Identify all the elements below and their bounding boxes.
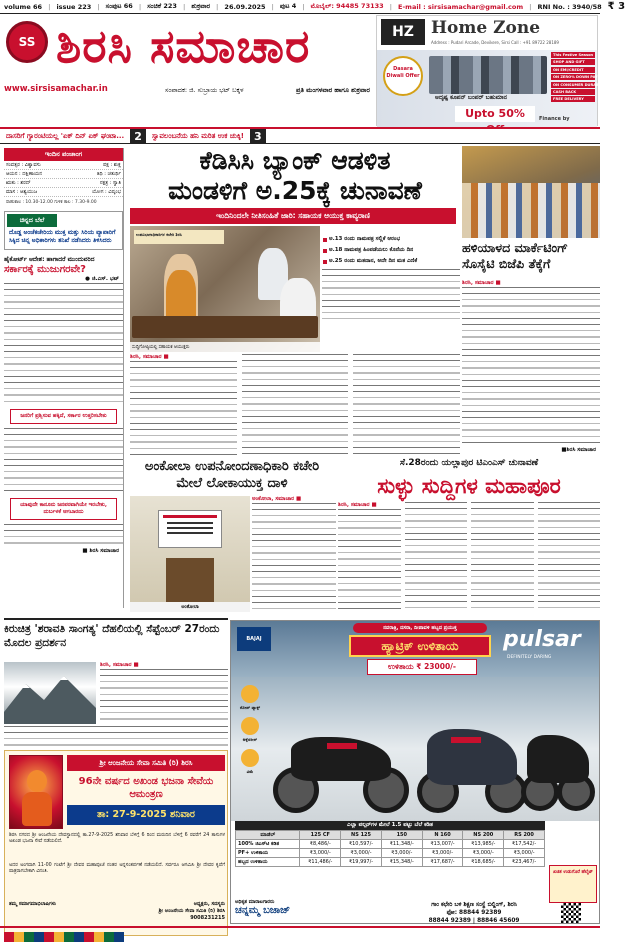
editorial-credit: ■ ಶಿರಸಿ ಸಮಾಚಾರ — [82, 548, 119, 554]
footer — [0, 926, 600, 946]
offer-tag: ON CONSUMER DURABLE — [553, 82, 604, 87]
invitation-text: ಶಿರಸಿ ನಗರದ ಶ್ರೀ ಆಂಜನೇಯ ದೇವಸ್ಥಾನದಲ್ಲಿ ತಾ.27-9-2025 ಶನಿವಾರ ಬೆಳಿಗ್ಗೆ 6 ರಿಂದ ಮರುದಿನ ಬೆಳಿಗ್ಗೆ 6 ರವರೆಗೆ 24 ತಾಸುಗಳ ಅಖಂಡ ಭಜನಾ ಸೇವೆ ನಡೆಯಲಿದೆ. — [9, 833, 225, 845]
email: E-mail : sirsisamachar@gmail.com — [398, 2, 524, 11]
short-film-body — [100, 662, 228, 724]
crowd — [462, 183, 600, 238]
editorial-author: ● ಜಿ.ಎಸ್. ಭಟ್ — [85, 276, 119, 282]
rahukala: ರಾಹುಕಾಲ : 10.30-12.00 ಗುಳಿಕ ಕಾಲ : 7.30-9.00 — [6, 200, 97, 205]
bhajan-date: ತಾ: 27-9-2025 ಶನಿವಾರ — [67, 805, 225, 825]
haliyal-byline: ಶಿರಸಿ, ಸಮಾಚಾರ ■ — [462, 280, 501, 286]
photo-caption: ಸುದ್ದಿಗೋಷ್ಠಿಯಲ್ಲಿ ಸಹಾಯಕ ಆಯುಕ್ತರು — [130, 342, 320, 352]
haliyal-story-headline[interactable]: ಹಳಿಯಾಳದ ಮಾರ್ಕೆಟಿಂಗ್ ಸೊಸೈಟಿ ಬಿಜೆಪಿ ತೆಕ್ಕೆಗೆ — [462, 240, 568, 271]
table-row: PF+ ಉಳಿತಾಯ ₹3,000/- ₹3,000/- ₹3,000/- ₹3,000/- ₹3,000/- ₹3,000/- — [236, 849, 545, 858]
samiti-title: ಶ್ರೀ ಆಂಜನೇಯ ಸೇವಾ ಸಮಿತಿ (ರಿ) ಶಿರಸಿ — [67, 755, 225, 771]
gold-text: ದೊಡ್ಡ ಅಂಚೆಕಚೇರಿಯ ಮುಕ್ತ ಮತ್ತು ಸಿರಿಯ ವ್ಯಾಪಾರಿಗೆ ಸಿಕ್ಕಿದ ಚಿನ್ನ ಅಧಿಕಾರಿಗಳು ತನಿಖೆ ನಡೆಸಿದರು ತಿಳಿಸಿದರು — [9, 229, 116, 244]
issue: issue 223 — [56, 2, 92, 11]
ad-header — [231, 621, 599, 677]
price-table — [235, 821, 545, 867]
table-row: ಹಬ್ಬದ ಉಳಿತಾಯ ₹11,486/- ₹19,997/- ₹15,348/- ₹17,687/- ₹18,685/- ₹23,467/- — [236, 858, 545, 867]
signboard — [158, 510, 222, 548]
logo-icon: SS — [6, 21, 48, 63]
offer-tag: FREE DELIVERY — [551, 96, 595, 102]
lead-body — [130, 354, 460, 456]
finance-label: Finance by — [539, 116, 570, 122]
dealer-name: ಚನ್ನಮ್ಮ ಬಜಾಜ್ — [235, 905, 291, 916]
panchanga-title: ಇಂದಿನ ಪಂಚಾಂಗ — [4, 148, 123, 161]
savings-amount: ಉಳಿತಾಯ ₹ 23000/- — [367, 659, 477, 675]
offer-tags — [551, 52, 610, 104]
motorbike-icon — [517, 713, 597, 817]
motorbike-icon — [271, 717, 411, 817]
panchanga-row: ಋತು : ಶರದ್ ನಕ್ಷತ್ರ : ಸ್ವಾತಿ — [6, 180, 121, 186]
motorbike-icon — [411, 707, 531, 817]
price: ₹ 3 — [607, 1, 625, 12]
lead-body-right — [322, 269, 460, 319]
homezone-logo: HZ — [381, 19, 425, 45]
dealer — [235, 899, 385, 921]
gold-box — [4, 211, 123, 250]
sampu: ಸಂಪುಟ 66 — [105, 2, 133, 10]
issue-date: 26.09.2025 — [224, 2, 266, 11]
pulsar-tagline: DEFINITELY DARING — [507, 655, 552, 660]
short-film-body-cont — [4, 726, 228, 748]
publication-days: ಪ್ರತಿ ಮಂಗಳವಾರ ಹಾಗೂ ಶುಕ್ರವಾರ — [296, 86, 370, 94]
fake-news-body — [338, 502, 600, 612]
bike-showcase — [231, 677, 599, 821]
fake-news-headline[interactable]: ಸುಳ್ಳು ಸುದ್ದಿಗಳ ಮಹಾಪೂರ — [377, 474, 561, 498]
ankola-story-headline[interactable]: ಅಂಕೋಲಾ ಉಪನೋಂದಣಾಧಿಕಾರಿ ಕಚೇರಿ ಮೇಲೆ ಲೋಕಾಯುಕ್ತ ದಾಳಿ — [144, 459, 320, 491]
page-count: ಪುಟ 4 — [279, 2, 297, 10]
panchanga-row: ಸಂವತ್ಸರ : ವಿಶ್ವಾವಸು ಪಕ್ಷ : ಶುಕ್ಲ — [6, 162, 121, 168]
offer-tag: ON ZERO% DOWN PAYMENT — [553, 75, 610, 80]
celebration-photo — [462, 146, 600, 238]
offer-tag: ON EMI/CREDIT — [551, 67, 595, 73]
bajaj-logo: BAJAJ — [237, 627, 271, 651]
table-header-row: ಮಾಡೆಲ್ 125 CF NS 125 150 N 160 NS 200 RS 200 — [236, 831, 545, 840]
lead-photo — [130, 226, 320, 352]
qr-code-icon[interactable] — [561, 903, 581, 923]
ticker-item[interactable]: ದಾಸರಿಗೆ ಗ್ಯಾರಂಟಿಯಲ್ಲ 'ಏಕ್ ದಿನ್ ಏಕ್ ಘಂಟಾ... — [6, 131, 125, 140]
bhajan-heading: 96ನೇ ವರ್ಷದ ಅಖಂಡ ಭಜನಾ ಸೇವೆಯ ಆಮಂತ್ರಣ — [78, 776, 214, 800]
haliyal-story-body — [462, 280, 600, 456]
volume: volume 66 — [4, 2, 43, 11]
film-still — [4, 662, 96, 724]
mobile: ಮೊಬೈಲ್: 94485 73133 — [310, 2, 384, 10]
ticker-page-number: 2 — [130, 129, 146, 144]
invitation-signature: ಅಧ್ಯಕ್ಷರು, ಸದಸ್ಯರು ಶ್ರೀ ಆಂಜನೇಯ ಸೇವಾ ಸಮಿತಿ (ರಿ) ಶಿರಸಿ 9008231215 — [158, 901, 225, 921]
tms-election-kicker: ಸೆ.28ರಂದು ಯಲ್ಲಾಪುರ ಟಿಎಂಎಸ್ ಚುನಾವಣೆ — [399, 458, 539, 468]
bullet-point: ಅ.25 ರಂದು ಮತದಾನ, ಅದೇ ದಿನ ಮತ ಎಣಿಕೆ — [322, 258, 460, 265]
discount-upto: Upto 50% — [455, 106, 535, 122]
masthead — [0, 15, 372, 83]
editorial-kicker: ಹೈಕೋರ್ಟ್ ಆದೇಶ: ಹಾಗಾದರೆ ಮುಂದುವರಿದ — [4, 256, 95, 263]
panchanga-row: ಆಯನ : ದಕ್ಷಿಣಾಯನ ತಿಥಿ : ಚತುರ್ಥಿ — [6, 171, 121, 177]
rni: RNI No. : 3940/58 — [537, 2, 602, 11]
ticker-item[interactable]: ಸ್ವಾವಲಂಬನೆಯ ಹನಿ ಮರಿತ ಉಕ ಚುಕ್ಕಿ! — [151, 131, 244, 140]
festival-banner: ನವರಾತ್ರಿ, ದಸರಾ, ದೀಪಾವಳಿ ಹಬ್ಬದ ಪ್ರಯುಕ್ತ — [353, 623, 487, 633]
accessories-badge: ಆಕ್ಸೆಸರೀಸ್ — [235, 717, 265, 742]
haliyal-credit: ■ಶಿರಸಿ ಸಮಾಚಾರ — [561, 447, 596, 453]
ticker-page-number: 3 — [250, 129, 266, 144]
editorial-callout: ಯಾವುದೇ ಕಾನೂನು ಜನಪರವಾಗಿಯೇ ಇರಬೇಕು, ದುರ್ಬಳಕೆ ಆಗಬಾರದು — [10, 498, 117, 520]
lead-headline-line2: ಮಂಡಳಿಗೆ ಅ.25ಕ್ಕೆ ಚುನಾವಣೆ — [168, 176, 422, 205]
homezone-address: Address : Pudari Arcade, Devikere, Sirsi Call : +91 89722 28189 — [431, 40, 559, 45]
mountain-icon — [4, 662, 96, 724]
website[interactable]: www.sirsisamachar.in — [4, 84, 108, 94]
bajaj-pulsar-ad[interactable] — [230, 620, 600, 924]
color-registration-strip — [4, 932, 124, 942]
pulsar-logo: pulsar — [503, 627, 581, 652]
gold-title: ಚಿನ್ನದ ಬೆಲೆ — [7, 214, 57, 227]
office-photo — [130, 496, 250, 612]
lead-bullets — [322, 236, 460, 326]
invitation-text: ಅದರ ಅಂಗವಾಗಿ 11-00 ಗಂಟೆಗೆ ಶ್ರೀ ದೇವರ ಮಹಾಪೂಜೆ ನಂತರ ಅನ್ನಸಂತರ್ಪಣೆ ನಡೆಯಲಿದೆ. ಸರ್ವರೂ ಆಗಮಿಸಿ ಶ್ರೀ ದೇವರ ಕೃಪೆಗೆ ಪಾತ್ರರಾಗಬೇಕಾಗಿ ವಿನಂತಿ. — [9, 863, 225, 875]
bhajan-invitation — [4, 750, 228, 936]
homezone-name: Home Zone — [431, 18, 541, 38]
issue-info-bar: volume 66 | issue 223 | ಸಂಪುಟ 66 | ಸಂಚಿಕೆ 223 | ಶುಕ್ರವಾರ | 26.09.2025 | ಪುಟ 4 | ಮೊಬೈಲ್: 94485 73133 | E-mail : sirsisamachar@gmail.com | RNI No. : 3940/58 ₹ 3 — [0, 0, 600, 14]
inside-pages-ticker — [0, 127, 600, 144]
lead-story-headline[interactable] — [130, 146, 460, 208]
editorial-body — [4, 283, 123, 405]
offer-tag: CASH BACK — [551, 89, 595, 95]
newspaper-title: ಶಿರಸಿ ಸಮಾಚಾರ — [56, 19, 311, 73]
short-film-byline: ಶಿರಸಿ, ಸಮಾಚಾರ ■ — [100, 662, 139, 668]
offer-tag: SHOP AND GIFT — [551, 59, 595, 65]
table-row: 100% ಜಿಎಸ್‌ಟಿ ಕಡಿತ ₹8,486/- ₹10,597/- ₹11,348/- ₹13,007/- ₹13,985/- ₹17,542/- — [236, 840, 545, 849]
road-tax-badge: ರೋಡ್ ಟ್ಯಾಕ್ಸ್ — [235, 685, 265, 710]
weekday: ಶುಕ್ರವಾರ — [191, 2, 211, 10]
editorial-body — [4, 428, 123, 494]
sanchike: ಸಂಚಿಕೆ 223 — [147, 2, 177, 10]
lead-subheadline: ಇಂದಿನಿಂದಲೇ ನೀತಿಸಂಹಿತೆ ಜಾರಿ: ಸಹಾಯಕ ಆಯುಕ್ತ ಕಾವ್ಯರಾಣಿ — [130, 208, 456, 224]
short-film-headline[interactable]: ಕಿರುಚಿತ್ರ 'ಶರಾವತಿ ಸಾಂಗತ್ಯ' ದೆಹಲಿಯಲ್ಲಿ ಸೆಪ್ಟೆಂಬರ್ 27ರಂದು ಮೊದಲ ಪ್ರದರ್ಶನ — [4, 618, 228, 658]
dealer-label: ಅಧಿಕೃತ ಮಾರಾಟಗಾರರು — [235, 899, 275, 905]
hanuman-icon — [9, 755, 63, 829]
left-column — [4, 148, 124, 608]
panchanga-row: ಮಾಸ : ಆಶ್ವಯುಜ ಯೋಗ : ವಿಷ್ಕಂಭ — [6, 189, 121, 195]
dealer-address: ಗಾಂ ಕಛೇರಿ ಬಳಿ ಶಿಕ್ಷಣ ಸಂಸ್ಥೆ ಬಿಲ್ಡಿಂಗ್, ಶಿರಸಿ ಫೋ: 88844 92389 88844 92389 | 88846 45609 — [428, 902, 520, 924]
desk — [132, 316, 318, 338]
fake-news-byline: ಶಿರಸಿ, ಸಮಾಚಾರ ■ — [338, 502, 377, 508]
photo-banner: ಉಪವಿಭಾಗಾಧಿಕಾರಿಗಳ ಕಚೇರಿ ಶಿರಸಿ — [134, 230, 224, 244]
editorial-callout: ಜನರಿಗೆ ಪ್ರಶ್ನಿಸುವ ಹಕ್ಕಿದೆ, ಸರ್ಕಾರ ಉತ್ತರಿಸಬೇಕು — [10, 409, 117, 424]
lead-headline-line1: ಕೆಡಿಸಿಸಿ ಬ್ಯಾಂಕ್ ಆಡಳಿತ — [199, 146, 391, 175]
editorial-headline[interactable]: ಸರ್ಕಾರಕ್ಕೆ ಮುಜುಗರವೇ? — [4, 264, 86, 275]
bullet-point: ಅ.18 ನಾಮಪತ್ರ ಹಿಂಪಡೆಯಲು ಕೊನೆಯ ದಿನ — [322, 247, 460, 254]
appliances-image — [429, 56, 547, 94]
ankola-byline: ಅಂಕೋಲಾ, ಸಮಾಚಾರ ■ — [252, 496, 302, 502]
bullet-point: ಅ.13 ರಂದು ನಾಮಪತ್ರ ಸಲ್ಲಿಕೆ ಆರಂಭ — [322, 236, 460, 243]
ankola-story-body — [252, 496, 336, 612]
festival-badge: Dasara Diwali Offer — [383, 56, 423, 96]
homezone-ad[interactable] — [376, 15, 610, 126]
bonus-coupon: ಅದೃಷ್ಟ ಕೂಪನ್ ಬಂಪರ್ ಬಹುಮಾನ — [435, 94, 507, 101]
table-caption: ಎಲ್ಲಾ ಪಲ್ಸರ್‌ಗಳ ಮೇಲೆ 1.5 ಪಟ್ಟು ಬೆಲೆ ಕಡಿತ — [235, 821, 545, 830]
insurance-badge: ವಿಮೆ — [235, 749, 265, 774]
offer-tag: This Festive Season — [553, 53, 594, 57]
lead-byline: ಶಿರಸಿ, ಸಮಾಚಾರ ■ — [130, 354, 169, 360]
hattrick-savings: ಹ್ಯಾಟ್ರಿಕ್ ಉಳಿತಾಯ — [349, 635, 491, 657]
invitation-hosts: ತಮ್ಮ ಸಮಾಗಮಾಭಿಲಾಷಿಗಳು — [9, 901, 57, 907]
helmet-gift-badge: ಖಚಿತ ಉಡುಗೊರೆ ಹೆಲ್ಮೆಟ್ — [549, 865, 597, 903]
photo-caption: ಅಂಕೋಲಾ — [130, 602, 250, 612]
editorial-body — [4, 524, 123, 548]
editor: ಸಂಪಾದಕ: ಜಿ. ಸುಬ್ರಾಯ ಭಟ್ ಬಕ್ಕಳ — [165, 86, 244, 94]
